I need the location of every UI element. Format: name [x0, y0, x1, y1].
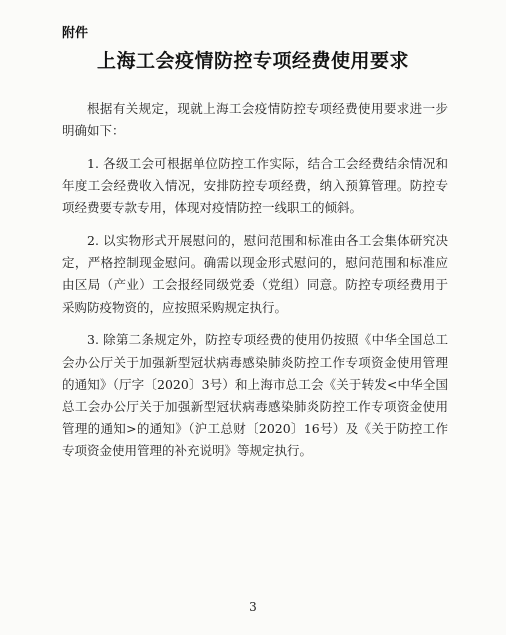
paragraph-item-2: 2. 以实物形式开展慰问的，慰问范围和标准由各工会集体研究决定，严格控制现金慰问。确需以现金形式慰问的，慰问范围和标准应由区局（产业）工会报经同级党委（党组）同意。防控专项经费用于采购防疫物资的，应按照采购规定执行。	[62, 233, 448, 315]
document-title: 上海工会疫情防控专项经费使用要求	[96, 50, 409, 72]
attachment-label: 附件	[62, 26, 89, 41]
document-body	[62, 98, 448, 473]
paragraph-item-3: 3. 除第二条规定外，防控专项经费的使用仍按照《中华全国总工会办公厅关于加强新型冠状病毒感染肺炎防控工作专项资金使用管理的通知》（厅字〔2020〕3号）和上海市总工会《关于转发<中华全国总工会办公厅关于加强新型冠状病毒感染肺炎防控工作专项资金使用管理的通知>的通知》（沪工总财〔2020〕16号）及《关于防控工作专项资金使用管理的补充说明》等规定执行。	[62, 332, 448, 459]
paragraph-intro: 根据有关规定，现就上海工会疫情防控专项经费使用要求进一步明确如下：	[62, 101, 448, 139]
paragraph-item-1: 1. 各级工会可根据单位防控工作实际，结合工会经费结余情况和年度工会经费收入情况，安排防控专项经费，纳入预算管理。防控专项经费要专款专用，体现对疫情防控一线职工的倾斜。	[62, 155, 448, 216]
page-number: 3	[249, 600, 257, 614]
